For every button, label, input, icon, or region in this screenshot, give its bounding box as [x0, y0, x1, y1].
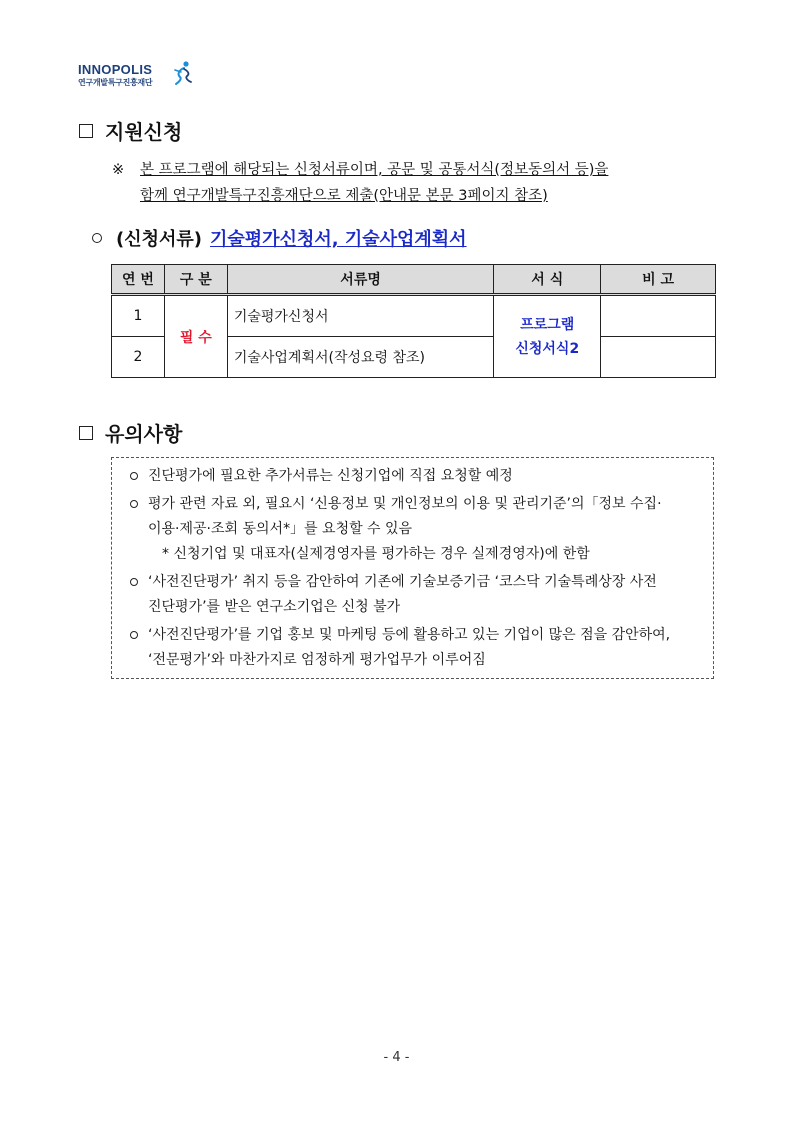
application-note: [112, 157, 732, 209]
circle-bullet-icon: [130, 472, 138, 480]
circle-bullet-icon: [130, 631, 138, 639]
checkbox-square-icon: [79, 426, 93, 440]
section-title-text: 지원신청: [105, 120, 183, 144]
list-item: [130, 623, 701, 673]
form-line-1: 프로그램: [520, 316, 575, 333]
list-item-text: 이용·제공·조회 동의서*」를 요청할 수 있음: [148, 521, 413, 537]
runner-figure-icon: [171, 60, 193, 86]
documents-link[interactable]: 기술평가신청서, 기술사업계획서: [210, 229, 467, 250]
reference-mark: ※: [112, 162, 125, 178]
notes-box: [111, 457, 714, 679]
table-row: [112, 295, 716, 337]
row-doc-name: 기술평가신청서: [227, 295, 494, 337]
header-doc-name: 서류명: [227, 265, 494, 295]
note-line-2: 함께 연구개발특구진흥재단으로 제출(안내문 본문 3페이지 참조): [140, 188, 548, 204]
list-item-text: 진단평가’를 받은 연구소기업은 신청 불가: [148, 599, 401, 615]
list-item: [130, 492, 701, 567]
category-required: 필 수: [164, 295, 227, 378]
row-no: 1: [112, 295, 165, 337]
circle-bullet-icon: [130, 578, 138, 586]
form-cell: [494, 295, 601, 378]
circle-bullet-icon: [130, 500, 138, 508]
list-item: [130, 570, 701, 620]
logo-subtitle: 연구개발특구진흥재단: [78, 78, 153, 87]
section-title-text: 유의사항: [105, 422, 183, 446]
page-number: - 4 -: [383, 1050, 410, 1065]
header-remarks: 비 고: [601, 265, 716, 295]
row-remarks: [601, 337, 716, 378]
documents-heading: [92, 225, 467, 251]
list-item-text: ‘사전진단평가’를 기업 홍보 및 마케팅 등에 활용하고 있는 기업이 많은 점을 감안하여,: [148, 627, 671, 643]
documents-table: [111, 264, 716, 378]
row-no: 2: [112, 337, 165, 378]
innopolis-logo: [78, 60, 198, 90]
footnote-text: * 신청기업 및 대표자(실제경영자를 평가하는 경우 실제경영자)에 한함: [162, 546, 590, 562]
note-line-1: [112, 157, 732, 183]
form-line-2: 신청서식2: [515, 340, 580, 357]
section-title-notes: [79, 418, 182, 447]
table-header-row: [112, 265, 716, 295]
list-item-text: ‘전문평가’와 마찬가지로 엄정하게 평가업무가 이루어짐: [148, 652, 486, 668]
header-category: 구 분: [164, 265, 227, 295]
list-item: [130, 464, 701, 489]
logo-wordmark: INNOPOLIS: [78, 62, 153, 77]
header-no: 연 번: [112, 265, 165, 295]
list-item-text: 평가 관련 자료 외, 필요시 ‘신용정보 및 개인정보의 이용 및 관리기준’의「정보 수집·: [148, 496, 662, 512]
row-remarks: [601, 295, 716, 337]
row-doc-name: 기술사업계획서(작성요령 참조): [227, 337, 494, 378]
header-form: 서 식: [494, 265, 601, 295]
list-item-text: 진단평가에 필요한 추가서류는 신청기업에 직접 요청할 예정: [148, 468, 513, 484]
list-item-text: ‘사전진단평가’ 취지 등을 감안하여 기존에 기술보증기금 ‘코스닥 기술특례상장 사전: [148, 574, 657, 590]
circle-bullet-icon: [92, 233, 102, 243]
note-line-1-text: 본 프로그램에 해당되는 신청서류이며, 공문 및 공통서식(정보동의서 등)을: [140, 162, 609, 178]
documents-prefix: (신청서류): [116, 229, 203, 250]
checkbox-square-icon: [79, 124, 93, 138]
section-title-application: [79, 116, 182, 145]
